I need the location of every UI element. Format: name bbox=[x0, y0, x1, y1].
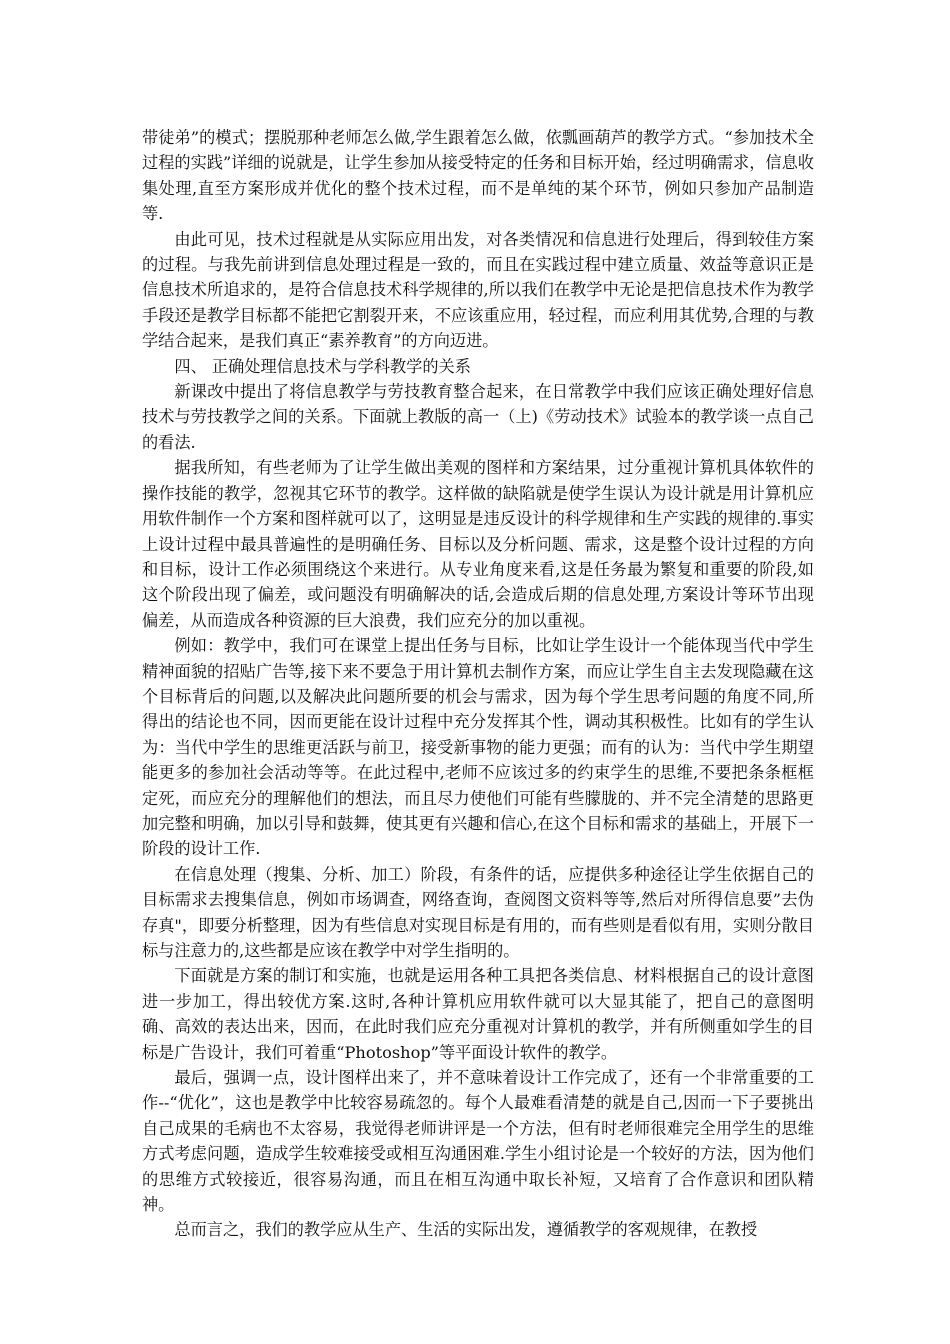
section-heading-four: 四、 正确处理信息技术与学科教学的关系 bbox=[174, 356, 471, 376]
paragraph-optimization: 最后，强调一点，设计图样出来了，并不意味着设计工作完成了，还有一个非常重要的工作--“优化”，这也是教学中比较容易疏忽的。每个人最难看清楚的就是自己,因而一下子要挑出自己成果的毛病也不太容易，我觉得老师讲评是一个方法，但有时老师很难完全用学生的思维方式考虑问题，造成学生较难接受或相互沟通困难.学生小组讨论是一个较好的方法，因为他们的思维方式较接近，很容易沟通，而且在相互沟通中取长补短，又培育了合作意识和团队精神。 bbox=[142, 1068, 814, 1215]
document-body bbox=[142, 125, 814, 1243]
paragraph-information-processing: 在信息处理（搜集、分析、加工）阶段，有条件的话，应提供多种途径让学生依据自己的目标需求去搜集信息，例如市场调查，网络查询，查阅图文资料等等,然后对所得信息要”去伪存真"，即要分析整理，因为有些信息对实现目标是有用的，而有些则是看似有用，实则分散目标与注意力的,这些都是应该在教学中对学生指明的。 bbox=[142, 864, 814, 960]
paragraph-continued: 带徒弟”的模式；摆脱那种老师怎么做,学生跟着怎么做，依瓢画葫芦的教学方式。“参加技术全过程的实践”详细的说就是，让学生参加从接受特定的任务和目标开始，经过明确需求，信息收集处理,直至方案形成并优化的整个技术过程，而不是单纯的某个环节，例如只参加产品制造等. bbox=[142, 128, 814, 224]
paragraph-new-curriculum: 新课改中提出了将信息教学与劳技教育整合起来，在日常教学中我们应该正确处理好信息技术与劳技教学之间的关系。下面就上教版的高一（上)《劳动技术》试验本的教学谈一点自己的看法. bbox=[142, 382, 814, 452]
paragraph-conclusion: 总而言之，我们的教学应从生产、生活的实际出发，遵循教学的客观规律，在教授 bbox=[174, 1220, 758, 1240]
paragraph-plan-implementation: 下面就是方案的制订和实施，也就是运用各种工具把各类信息、材料根据自己的设计意图进一步加工，得出较优方案.这时,各种计算机应用软件就可以大显其能了，把自己的意图明确、高效的表达出来，因而，在此时我们应充分重视对计算机的教学，并有所侧重如学生的目标是广告设计，我们可着重“Photoshop”等平面设计软件的教学。 bbox=[142, 966, 814, 1062]
paragraph-technical-process: 由此可见，技术过程就是从实际应用出发，对各类情况和信息进行处理后，得到较佳方案的过程。与我先前讲到信息处理过程是一致的，而且在实践过程中建立质量、效益等意识正是信息技术所追求的，是符合信息技术科学规律的,所以我们在教学中无论是把信息技术作为教学手段还是教学目标都不能把它割裂开来，不应该重应用，轻过程，而应利用其优势,合理的与教学结合起来，是我们真正“素养教育”的方向迈进。 bbox=[142, 229, 814, 351]
paragraph-as-far-as-i-know: 据我所知，有些老师为了让学生做出美观的图样和方案结果，过分重视计算机具体软件的操作技能的教学，忽视其它环节的教学。这样做的缺陷就是使学生误认为设计就是用计算机应用软件制作一个方案和图样就可以了，这明显是违反设计的科学规律和生产实践的规律的.事实上设计过程中最具普遍性的是明确任务、目标以及分析问题、需求，这是整个设计过程的方向和目标，设计工作必须围绕这个来进行。从专业角度来看,这是任务最为繁复和重要的阶段,如这个阶段出现了偏差，或问题没有明确解决的话,会造成后期的信息处理,方案设计等环节出现偏差，从而造成各种资源的巨大浪费，我们应充分的加以重视。 bbox=[142, 458, 814, 630]
paragraph-example: 例如：教学中，我们可在课堂上提出任务与目标，比如让学生设计一个能体现当代中学生精神面貌的招贴广告等,接下来不要急于用计算机去制作方案，而应让学生自主去发现隐藏在这个目标背后的问题,以及解决此问题所要的机会与需求，因为每个学生思考问题的角度不同,所得出的结论也不同，因而更能在设计过程中充分发挥其个性，调动其积极性。比如有的学生认为：当代中学生的思维更活跃与前卫，接受新事物的能力更强；而有的认为：当代中学生期望能更多的参加社会活动等等。在此过程中,老师不应该过多的约束学生的思维,不要把条条框框定死，而应充分的理解他们的想法，而且尽力使他们可能有些朦胧的、并不完全清楚的思路更加完整和明确，加以引导和鼓舞，使其更有兴趣和信心,在这个目标和需求的基础上，开展下一阶段的设计工作. bbox=[142, 636, 814, 859]
